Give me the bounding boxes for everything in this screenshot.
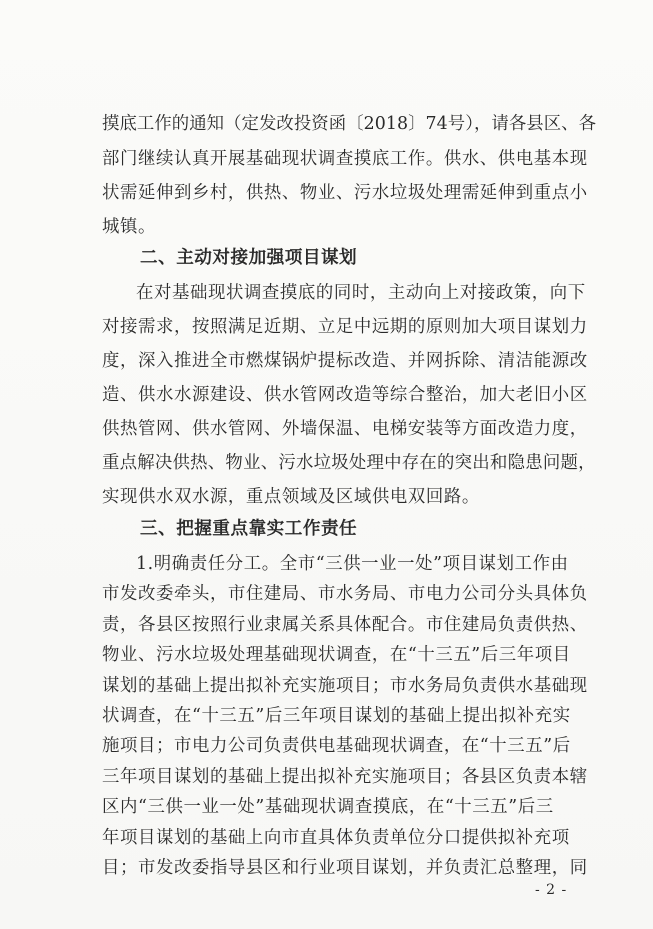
text-line: 部门继续认真开展基础现状调查摸底工作。供水、供电基本现 (102, 149, 588, 169)
section-heading: 二、主动对接加强项目谋划 (140, 248, 358, 268)
text-line: 区内“三供一业一处”基础现状调查摸底，在“十三五”后三 (102, 797, 554, 818)
text-line: 造、供水水源建设、供水管网改造等综合整治，加大老旧小区 (102, 385, 588, 405)
text-line: 目；市发改委指导县区和行业项目谋划，并负责汇总整理，同 (102, 858, 588, 878)
text-line: 摸底工作的通知（定发改投资函〔2018〕74号），请各县区、各 (102, 114, 597, 134)
text-line: 供热管网、供水管网、外墙保温、电梯安装等方面改造力度， (102, 419, 588, 439)
text-line: 城镇。 (102, 217, 156, 237)
text-line: 1.明确责任分工。全市“三供一业一处”项目谋划工作由 (136, 554, 569, 574)
text-line: 实现供水双水源，重点领域及区域供电双回路。 (102, 487, 480, 507)
text-line: 物业、污水垃圾处理基础现状调查，在“十三五”后三年项目 (102, 645, 571, 666)
text-line: 三年项目谋划的基础上提出拟补充实施项目；各县区负责本辖 (102, 766, 588, 787)
text-line: 对接需求，按照满足近期、立足中远期的原则加大项目谋划力 (102, 317, 588, 337)
text-line: 状需延伸到乡村，供热、物业、污水垃圾处理需延伸到重点小 (102, 183, 588, 203)
text-line: 谋划的基础上提出拟补充实施项目；市水务局负责供水基础现 (102, 675, 588, 696)
section-heading: 三、把握重点靠实工作责任 (140, 519, 358, 539)
text-line: 市发改委牵头，市住建局、市水务局、市电力公司分头具体负 (102, 584, 588, 605)
text-line: 年项目谋划的基础上向市直具体负责单位分口提供拟补充项 (102, 827, 570, 848)
text-line: 度，深入推进全市燃煤锅炉提标改造、并网拆除、清洁能源改 (102, 351, 588, 371)
text-line: 责，各县区按照行业隶属关系具体配合。市住建局负责供热、 (102, 614, 588, 635)
text-line: 在对基础现状调查摸底的同时，主动向上对接政策，向下 (136, 283, 586, 303)
text-line: 状调查，在“十三五”后三年项目谋划的基础上提出拟补充实 (102, 706, 571, 726)
text-line: 施项目；市电力公司负责供电基础现状调查，在“十三五”后 (102, 736, 571, 757)
text-line: 重点解决供热、物业、污水垃圾处理中存在的突出和隐患问题， (102, 453, 596, 473)
page-number: - 2 - (535, 882, 568, 898)
